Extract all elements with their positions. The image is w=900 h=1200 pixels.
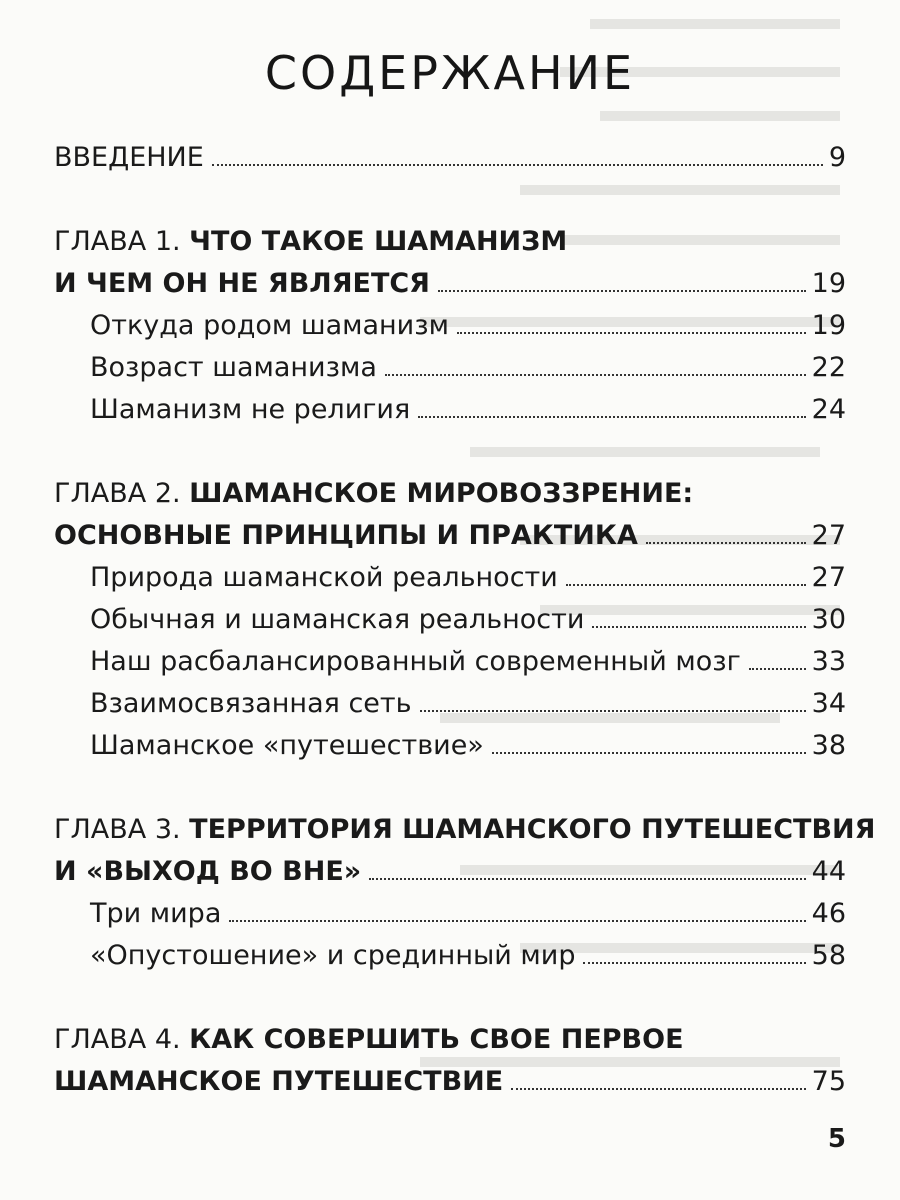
folio-page-number: 5 <box>827 1124 846 1154</box>
page-number: 22 <box>811 352 846 383</box>
page-number: 19 <box>811 310 846 341</box>
chapter-title-line1: ТЕРРИТОРИЯ ШАМАНСКОГО ПУТЕШЕСТВИЯ <box>189 814 876 845</box>
toc-entry-section[interactable] <box>90 684 846 724</box>
toc-entry-chapter-2[interactable] <box>54 516 846 556</box>
chapter-title-line2: ОСНОВНЫЕ ПРИНЦИПЫ И ПРАКТИКА <box>54 520 638 551</box>
page-number: 58 <box>811 940 846 971</box>
page-number: 30 <box>811 604 846 635</box>
toc-entry-section[interactable] <box>90 348 846 388</box>
toc-entry-section[interactable] <box>90 642 846 682</box>
dot-leader <box>583 962 805 964</box>
toc-entry-section[interactable] <box>90 558 846 598</box>
chapter-title-line1: КАК СОВЕРШИТЬ СВОЕ ПЕРВОЕ <box>189 1024 684 1055</box>
page-number: 19 <box>811 268 846 299</box>
toc-entry-chapter-1[interactable] <box>54 264 846 304</box>
page-number: 44 <box>811 856 846 887</box>
dot-leader <box>511 1088 805 1090</box>
toc-entry-label: ВВЕДЕНИЕ <box>54 142 204 173</box>
chapter-title-line1: ШАМАНСКОЕ МИРОВОЗЗРЕНИЕ: <box>189 478 694 509</box>
toc-entry-section[interactable] <box>90 306 846 346</box>
toc-entry-label: Природа шаманской реальности <box>90 562 558 593</box>
chapter-title-line2: ШАМАНСКОЕ ПУТЕШЕСТВИЕ <box>54 1066 504 1097</box>
toc-entry-section[interactable] <box>90 894 846 934</box>
page-title: СОДЕРЖАНИЕ <box>264 46 636 100</box>
page-number: 27 <box>811 520 846 551</box>
dot-leader <box>418 416 805 418</box>
chapter-title-line2: И «ВЫХОД ВО ВНЕ» <box>54 856 362 887</box>
toc-entry-label: Шаманское «путешествие» <box>90 730 484 761</box>
dot-leader <box>229 920 805 922</box>
chapter-title-line1: ЧТО ТАКОЕ ШАМАНИЗМ <box>189 226 568 257</box>
chapter-prefix: ГЛАВА 4. <box>54 1024 181 1055</box>
page-number: 27 <box>811 562 846 593</box>
chapter-4-heading[interactable] <box>54 1020 846 1060</box>
toc-entry-section[interactable] <box>90 600 846 640</box>
chapter-prefix: ГЛАВА 1. <box>54 226 181 257</box>
chapter-3-heading[interactable] <box>54 810 876 850</box>
toc-entry-chapter-3[interactable] <box>54 852 846 892</box>
dot-leader <box>592 626 805 628</box>
toc-entry-section[interactable] <box>90 726 846 766</box>
toc-entry-label: Шаманизм не религия <box>90 394 411 425</box>
toc-entry-label: Обычная и шаманская реальности <box>90 604 585 635</box>
page-number: 75 <box>811 1066 846 1097</box>
dot-leader <box>457 332 806 334</box>
chapter-prefix: ГЛАВА 3. <box>54 814 181 845</box>
page-number: 46 <box>811 898 846 929</box>
toc-entry-label: Откуда родом шаманизм <box>90 310 449 341</box>
dot-leader <box>646 542 806 544</box>
page-number: 9 <box>828 142 846 173</box>
dot-leader <box>438 290 806 292</box>
toc-entry-label: Взаимосвязанная сеть <box>90 688 412 719</box>
toc-entry-chapter-4[interactable] <box>54 1062 846 1102</box>
toc-entry-label: Три мира <box>90 898 222 929</box>
dot-leader <box>420 710 806 712</box>
page-number: 24 <box>811 394 846 425</box>
toc-entry-label: Возраст шаманизма <box>90 352 377 383</box>
toc-entry-label: Наш расбалансированный современный мозг <box>90 646 741 677</box>
page-number: 33 <box>811 646 846 677</box>
chapter-prefix: ГЛАВА 2. <box>54 478 181 509</box>
dot-leader <box>566 584 806 586</box>
page-number: 34 <box>811 688 846 719</box>
chapter-title-line2: И ЧЕМ ОН НЕ ЯВЛЯЕТСЯ <box>54 268 430 299</box>
toc-entry-intro[interactable] <box>54 138 846 178</box>
toc-entry-section[interactable] <box>90 936 846 976</box>
chapter-1-heading[interactable] <box>54 222 846 262</box>
dot-leader <box>492 752 806 754</box>
dot-leader <box>369 878 805 880</box>
dot-leader <box>749 668 806 670</box>
page-number: 38 <box>811 730 846 761</box>
toc-entry-section[interactable] <box>90 390 846 430</box>
toc-entry-label: «Опустошение» и срединный мир <box>90 940 576 971</box>
chapter-2-heading[interactable] <box>54 474 846 514</box>
dot-leader <box>385 374 806 376</box>
dot-leader <box>212 164 823 166</box>
